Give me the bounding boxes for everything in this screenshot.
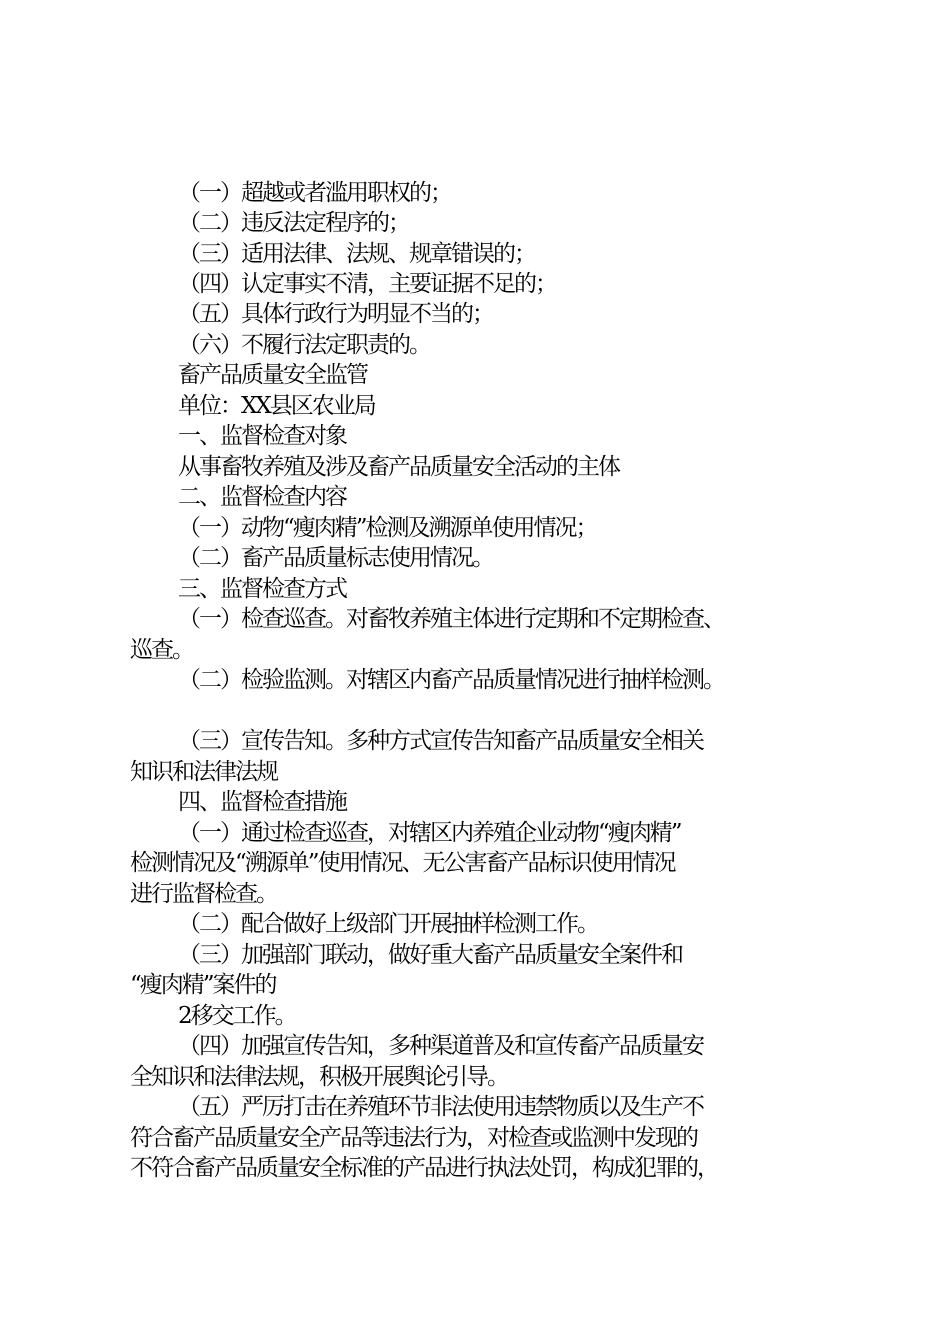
text-line: 从事畜牧养殖及涉及畜产品质量安全活动的主体 xyxy=(178,454,619,480)
text-line: 巡查。 xyxy=(130,637,193,663)
text-line: 进行监督检查。 xyxy=(130,881,277,907)
text-line: 符合畜产品质量安全产品等违法行为，对检查或监测中发现的 xyxy=(130,1125,697,1151)
text-line: 四、监督检查措施 xyxy=(178,789,346,815)
text-line: （三）适用法律、法规、规章错误的； xyxy=(178,241,535,267)
text-line: （四）认定事实不清，主要证据不足的； xyxy=(178,271,556,297)
text-line: 2移交工作。 xyxy=(178,1003,296,1029)
text-line: “瘦肉精”案件的 xyxy=(130,972,276,998)
text-line: 畜产品质量安全监管 xyxy=(178,362,367,388)
text-line: （五）严厉打击在养殖环节非法使用违禁物质以及生产不 xyxy=(178,1094,703,1120)
text-line: 二、监督检查内容 xyxy=(178,484,346,510)
text-line: 单位：XX县区农业局 xyxy=(178,393,375,419)
text-line: （三）宣传告知。多种方式宣传告知畜产品质量安全相关 xyxy=(178,728,703,754)
text-line: （一）通过检查巡查，对辖区内养殖企业动物“瘦肉精” xyxy=(178,820,681,846)
text-line: （二）配合做好上级部门开展抽样检测工作。 xyxy=(178,911,598,937)
text-line: （三）加强部门联动，做好重大畜产品质量安全案件和 xyxy=(178,942,682,968)
text-line: （四）加强宣传告知，多种渠道普及和宣传畜产品质量安 xyxy=(178,1033,703,1059)
text-line: （一）动物“瘦肉精”检测及溯源单使用情况； xyxy=(178,515,597,541)
text-line: （一）超越或者滥用职权的； xyxy=(178,180,451,206)
text-line: 检测情况及“溯源单”使用情况、无公害畜产品标识使用情况 xyxy=(130,850,675,876)
text-line: 三、监督检查方式 xyxy=(178,576,346,602)
text-line: 一、监督检查对象 xyxy=(178,423,346,449)
text-line: 知识和法律法规 xyxy=(130,759,277,785)
text-line: （二）检验监测。对辖区内畜产品质量情况进行抽样检测。 xyxy=(178,667,724,693)
text-line: （六）不履行法定职责的。 xyxy=(178,332,430,358)
text-line: （二）畜产品质量标志使用情况。 xyxy=(178,545,493,571)
text-line: （五）具体行政行为明显不当的； xyxy=(178,301,493,327)
text-line: （一）检查巡查。对畜牧养殖主体进行定期和不定期检查、 xyxy=(178,606,724,632)
text-line: （二）违反法定程序的； xyxy=(178,210,409,236)
text-line: 不符合畜产品质量安全标准的产品进行执法处罚，构成犯罪的， xyxy=(130,1155,718,1181)
text-line: 全知识和法律法规，积极开展舆论引导。 xyxy=(130,1064,508,1090)
